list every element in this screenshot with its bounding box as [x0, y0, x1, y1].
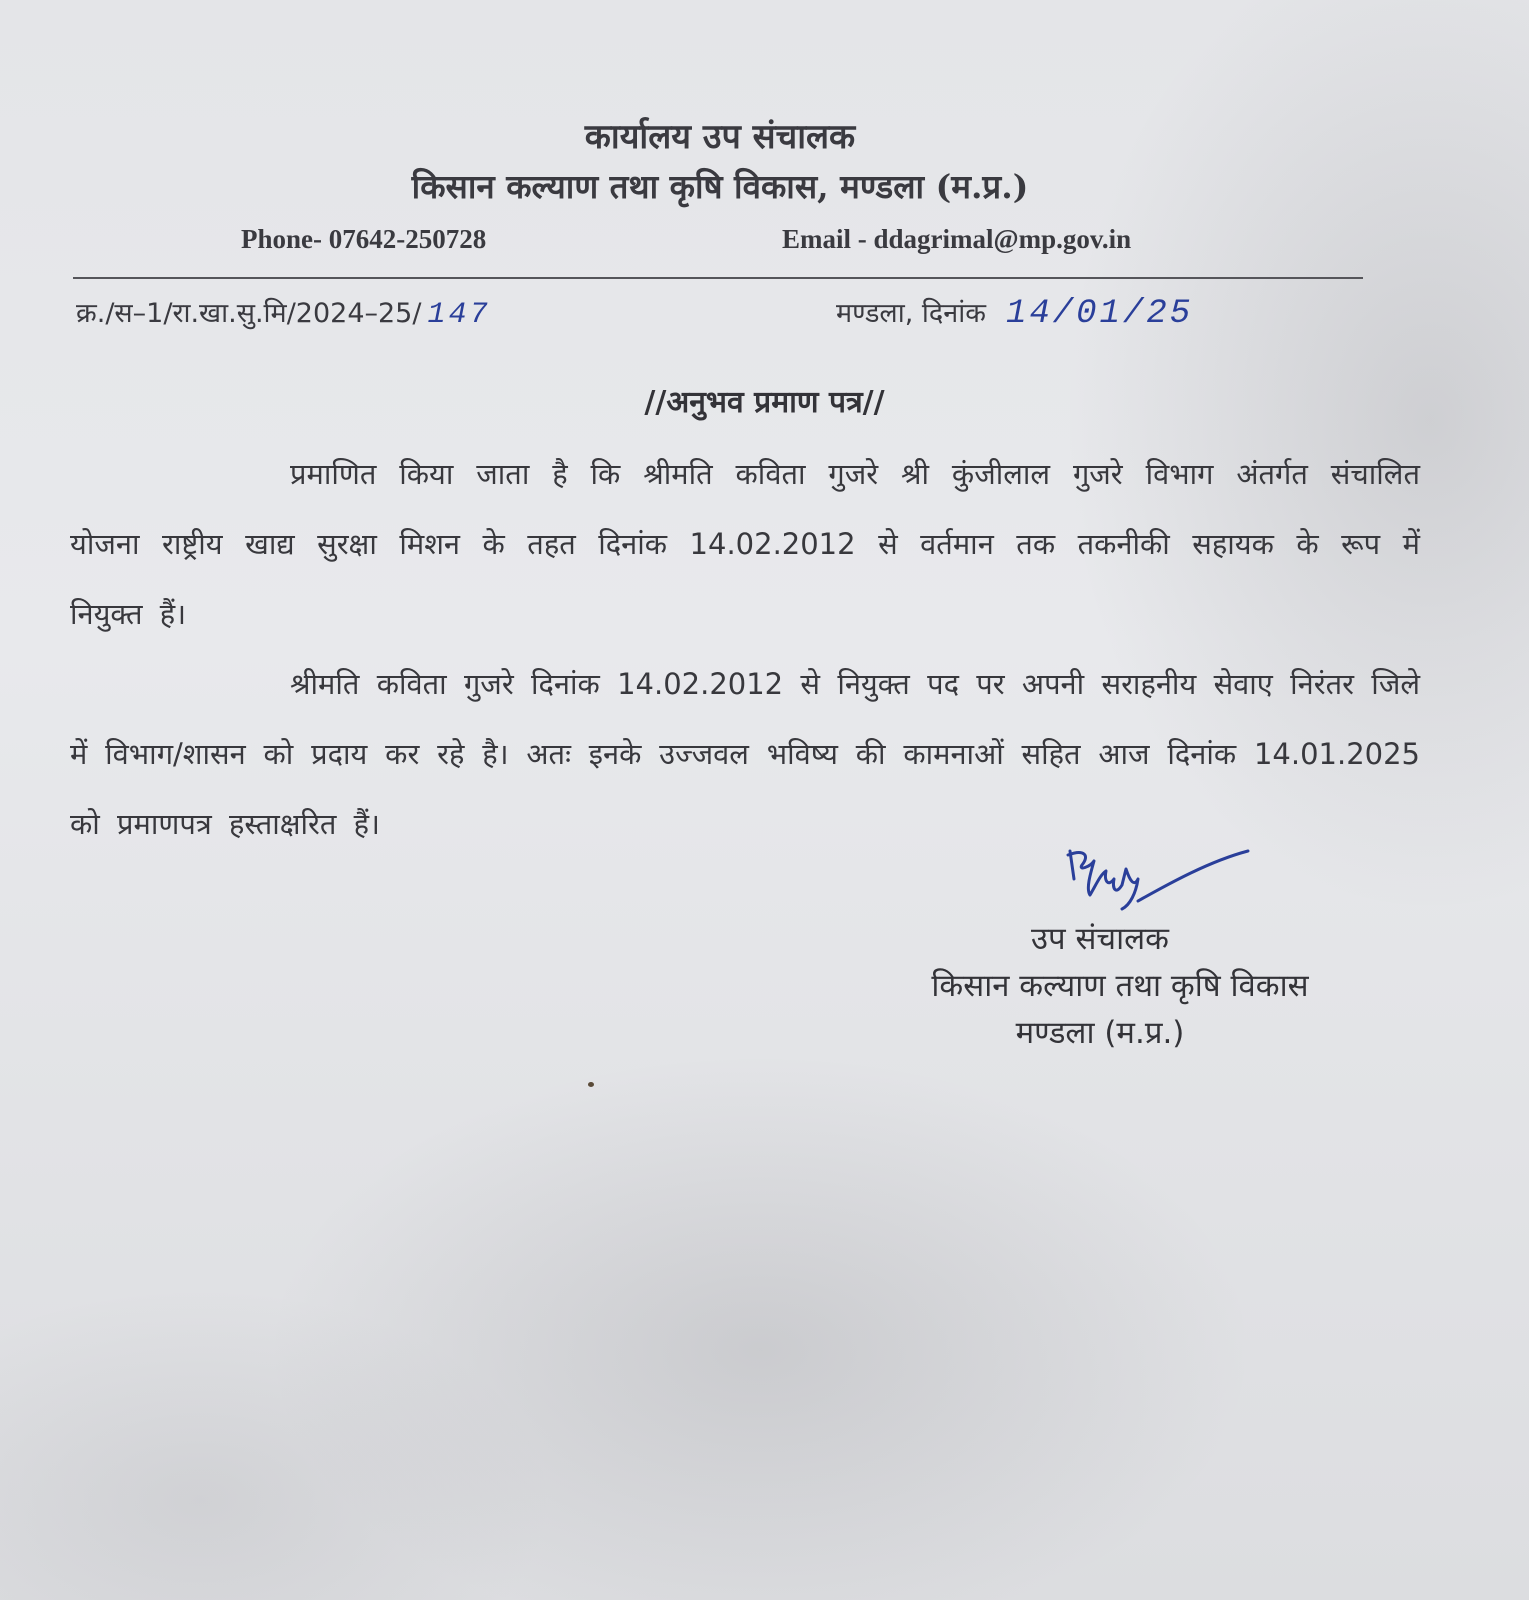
- letterhead-department: किसान कल्याण तथा कृषि विकास, मण्डला (म.प्र.): [411, 167, 1029, 206]
- handwritten-signature: [1060, 845, 1250, 915]
- place-date: [836, 293, 1193, 333]
- reference-number-prefix: क्र./स–1/रा.खा.सु.मि/2024–25/: [76, 298, 422, 329]
- letterhead-email: Email - ddagrimal@mp.gov.in: [782, 224, 1132, 254]
- letterhead-divider: [73, 277, 1363, 279]
- paper-speck: [588, 1082, 594, 1087]
- certificate-paragraph-1: प्रमाणित किया जाता है कि श्रीमति कविता गुजरे श्री कुंजीलाल गुजरे विभाग अंतर्गत संचालित योजना राष्ट्रीय खाद्य सुरक्षा मिशन के तहत दिनांक 14.02.2012 से वर्तमान तक तकनीकी सहायक के रूप में नियुक्त हैं।: [70, 457, 1420, 631]
- signatory-department: किसान कल्याण तथा कृषि विकास: [931, 968, 1309, 1004]
- letterhead-phone: Phone- 07642-250728: [241, 224, 487, 254]
- certificate-title: //अनुभव प्रमाण पत्र//: [644, 385, 885, 420]
- date-handwritten: 14/01/25: [1005, 295, 1194, 333]
- reference-number-handwritten: 147: [427, 298, 491, 332]
- certificate-paragraph-2: श्रीमति कविता गुजरे दिनांक 14.02.2012 से नियुक्त पद पर अपनी सराहनीय सेवाए निरंतर जिले में विभाग/शासन को प्रदाय कर रहे है। अतः इनके उज्जवल भविष्य की कामनाओं सहित आज दिनांक 14.01.2025 को प्रमाणपत्र हस्ताक्षरित हैं।: [70, 667, 1420, 841]
- reference-number: [76, 293, 490, 332]
- place-date-label: मण्डला, दिनांक: [836, 298, 986, 329]
- signatory-designation: उप संचालक: [1031, 921, 1169, 957]
- signatory-place: मण्डला (म.प्र.): [1015, 1015, 1185, 1051]
- letterhead-office: कार्यालय उप संचालक: [584, 117, 856, 157]
